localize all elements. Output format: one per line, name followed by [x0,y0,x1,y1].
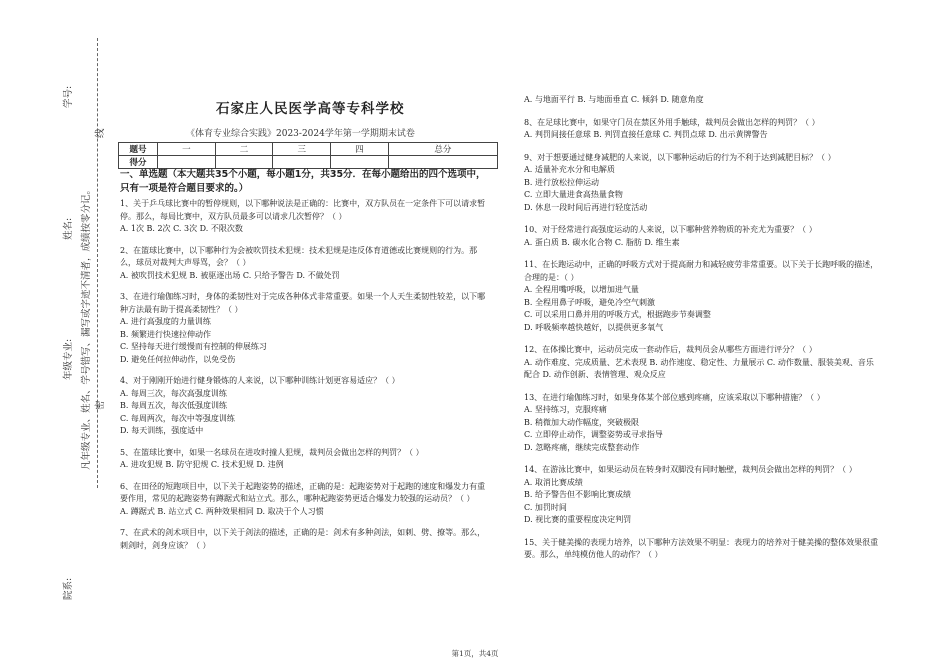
question-option: A. 进攻犯规 B. 防守犯规 C. 技术犯规 D. 违例 [120,460,284,469]
question-stem: 2、在篮球比赛中，以下哪种行为会被吹罚技术犯规：技术犯规是违反体育道德或比赛规则的行为。那么，球员对裁判大声辱骂，会？（ ） [120,245,478,267]
question-stem: 5、在篮球比赛中，如果一名球员在进攻时撞人犯规，裁判员会做出怎样的判罚？（ ） [120,447,424,457]
question-option: A. 动作难度、完成质量、艺术表现 B. 动作速度、稳定性、力量展示 C. 动作数量、服装美观、音乐配合 D. 动作创新、表情管理、观众反应 [524,357,874,379]
question-option: C. 每周两次，每次中等强度训练 [120,413,235,423]
question-stem: 15、关于健美操的表现力培养，以下哪种方法效果不明显：表现力的培养对于健美操的整体效果很重要。那么，单纯模仿他人的动作？（ ） [524,537,879,559]
right-column [524,94,879,572]
binding-margin [0,0,106,672]
question-stem: 12、在体操比赛中，运动员完成一套动作后，裁判员会从哪些方面进行评分？（ ） [524,345,817,354]
question-option: B. 给予警告但不影响比赛成绩 [524,490,631,499]
question-item [120,447,490,472]
question-option: B. 每周五次，每次低强度训练 [120,401,227,410]
question-stem: 7、在武术的剑术项目中，以下关于剑法的描述，正确的是：剑术有多种剑法，如刺、劈、撩等。那么，刺剑时，剑身应该？（ ） [120,528,486,550]
score-table-header-row [119,143,498,156]
score-table [118,142,498,169]
name-label: 姓名: [63,217,74,240]
question-item [524,344,879,382]
question-option: B. 进行放松拉伸运动 [524,177,599,187]
question-option: D. 避免任何拉伸动作，以免受伤 [120,354,236,364]
question-option: D. 每天训练，强度适中 [120,426,204,435]
school-title: 石家庄人民医学高等专科学校 [216,101,405,117]
question-option: A. 全程用嘴呼吸，以增加进气量 [524,285,639,294]
question-item [524,117,879,142]
question-option: C. 可以采用口鼻并用的呼吸方式，根据跑步节奏调整 [524,310,711,319]
question-stem: 6、在田径的短跑项目中，以下关于起跑姿势的描述，正确的是：起跑姿势对于起跑的速度和爆发力有重要作用，常见的起跑姿势有蹲踞式和站立式。那么，哪种起跑姿势更适合爆发力较强的运动员？（ ） [120,481,486,503]
question-stem: 8、在足球比赛中，如果守门员在禁区外用手触球，裁判员会做出怎样的判罚？（ ） [524,117,820,127]
question-item [524,392,879,455]
question-option: A. 蹲踞式 B. 站立式 C. 两种效果相同 D. 取决于个人习惯 [120,506,324,516]
score-header-cell: 总分 [388,143,497,156]
question-item [524,152,879,215]
question-option: C. 立即大量进食高热量食物 [524,190,623,199]
binding-notice: 凡年级专业、姓名、学号错写、漏写或字迹不清者，成绩按零分记。 [81,184,92,470]
score-header-cell: 一 [158,143,216,156]
binding-dashed-line [97,38,98,488]
question-option: A. 与地面平行 B. 与地面垂直 C. 倾斜 D. 随意角度 [524,95,704,104]
student-id-label: 学号: [63,85,74,108]
question-option: A. 被吹罚技术犯规 B. 被驱逐出场 C. 只给予警告 D. 不做处罚 [120,270,340,280]
question-option: C. 立即停止动作，调整姿势或寻求指导 [524,430,663,439]
question-item [120,198,490,236]
section-heading: 一、单选题（本大题共35个小题，每小题1分，共35分．在每小题给出的四个选项中，只有一项是符合题目要求的。） [120,169,486,194]
question-stem: 14、在游泳比赛中，如果运动员在转身时双脚没有同时触壁，裁判员会做出怎样的判罚？（ ） [524,465,857,474]
question-option: A. 每周三次，每次高强度训练 [120,388,227,398]
question-option: B. 稍微加大动作幅度，突破极限 [524,417,639,427]
question-option: C. 加罚时间 [524,502,567,512]
left-column [120,168,490,561]
question-item [524,224,879,249]
score-header-cell: 四 [331,143,389,156]
question-option: C. 坚持每天进行缓慢而有控制的伸展练习 [120,342,267,351]
score-table-score-row [119,156,498,169]
question-option: A. 适量补充水分和电解质 [524,165,615,174]
score-empty-cell [388,156,497,169]
question-item [120,527,490,552]
question-item [524,94,879,107]
score-empty-cell [215,156,273,169]
question-option: D. 视比赛的重要程度决定判罚 [524,515,632,524]
question-stem: 10、对于经常进行高强度运动的人来说，以下哪种营养物质的补充尤为重要？（ ） [524,225,817,234]
score-label-cell: 得分 [119,156,158,169]
score-header-cell: 二 [215,143,273,156]
question-option: B. 全程用鼻子呼吸，避免冷空气刺激 [524,297,655,307]
question-option: A. 坚持练习，克服疼痛 [524,405,607,414]
score-empty-cell [158,156,216,169]
question-option: B. 频繁进行快速拉伸动作 [120,329,211,339]
question-item [524,537,879,562]
score-empty-cell [331,156,389,169]
question-stem: 9、对于想要通过健身减肥的人来说，以下哪种运动后的行为不利于达到减肥目标？（ ） [524,152,836,162]
question-stem: 4、对于刚刚开始进行健身锻炼的人来说，以下哪种训练计划更容易适应？（ ） [120,376,400,385]
question-option: A. 1次 B. 2次 C. 3次 D. 不限次数 [120,224,243,233]
question-option: D. 忽略疼痛，继续完成整套动作 [524,442,640,452]
left-question-list [120,198,490,552]
question-option: A. 进行高强度的力量训练 [120,317,211,326]
question-item [120,375,490,438]
question-option: D. 呼吸频率越快越好，以提供更多氧气 [524,322,664,332]
question-option: A. 判罚间接任意球 B. 判罚直接任意球 C. 判罚点球 D. 出示黄牌警告 [524,130,768,139]
page-footer: 第1页，共4页 [451,649,499,658]
score-header-cell: 题号 [119,143,158,156]
right-question-list [524,94,879,562]
question-item [524,464,879,527]
seal-mark: 线 [95,128,106,138]
seal-mark-2: 密 [95,400,106,410]
score-empty-cell [273,156,331,169]
question-item [120,291,490,366]
school-label: 院系: [63,577,74,600]
question-item [524,259,879,334]
question-option: A. 蛋白质 B. 碳水化合物 C. 脂肪 D. 维生素 [524,237,680,247]
question-stem: 13、在进行瑜伽练习时，如果身体某个部位感到疼痛，应该采取以下哪种措施？（ ） [524,392,825,402]
question-item [120,245,490,283]
exam-subtitle: 《体育专业综合实践》2023-2024学年第一学期期末试卷 [186,129,415,139]
grade-major-label: 年级专业: [63,338,74,380]
question-stem: 1、关于乒乓球比赛中的暂停规则，以下哪种说法是正确的：比赛中，双方队员在一定条件下可以请求暂停。那么，每局比赛中，双方队员最多可以请求几次暂停？（ ） [120,199,486,221]
question-option: A. 取消比赛成绩 [524,477,583,487]
question-option: D. 休息一段时间后再进行轻度活动 [524,202,648,212]
question-stem: 11、在长跑运动中，正确的呼吸方式对于提高耐力和减轻疲劳非常重要。以下关于长跑呼吸的描述，合理的是：（ ） [524,260,879,282]
question-item [120,481,490,519]
score-header-cell: 三 [273,143,331,156]
question-stem: 3、在进行瑜伽练习时，身体的柔韧性对于完成各种体式非常重要。如果一个人天生柔韧性较差，以下哪种方法最有助于提高柔韧性？（ ） [120,292,486,314]
